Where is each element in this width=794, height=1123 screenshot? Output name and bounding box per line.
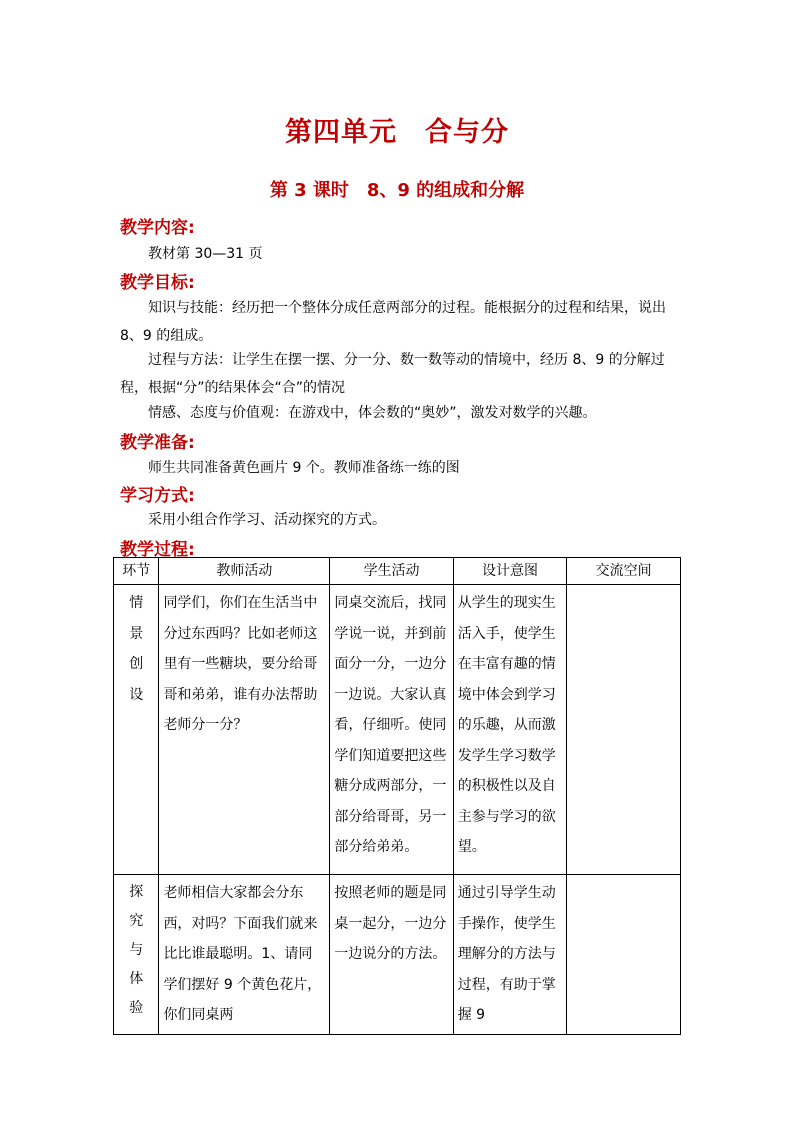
design-intent-cell: 从学生的现实生活入手，使学生在丰富有趣的情境中体会到学习的乐趣，从而激发学生学习数学的积极性以及自主参与学习的欲望。 [453,585,567,875]
teacher-activity-cell: 老师相信大家都会分东西，对吗？下面我们就来比比谁最聪明。1、请同学们摆好 9 个黄色花片，你们同桌两 [159,875,330,1035]
process-heading: 教学过程: [120,540,195,560]
method-text: 采用小组合作学习、活动探究的方式。 [148,512,386,528]
content-heading: 教学内容: [120,218,195,238]
table-header-row [114,558,681,585]
goal-knowledge: 知识与技能：经历把一个整体分成任意两部分的过程。能根据分的过程和结果，说出 8、9 的组成。 [120,300,666,344]
exchange-space-cell [567,585,681,875]
student-activity-cell: 同桌交流后，找同学说一说，并到前面分一分，一边分一边说。大家认真看，仔细听。使同学们知道要把这些糖分成两部分，一部分给哥哥，另一部分给弟弟。 [330,585,453,875]
lesson-title: 第 3 课时 8、9 的组成和分解 [269,180,525,201]
header-teacher: 教师活动 [159,558,330,585]
exchange-space-cell [567,875,681,1035]
goal-attitude: 情感、态度与价值观：在游戏中，体会数的“奥妙”，激发对数学的兴趣。 [148,405,597,421]
prep-text: 师生共同准备黄色画片 9 个。教师准备练一练的图 [148,460,460,476]
teacher-activity-cell: 同学们，你们在生活当中分过东西吗？比如老师这里有一些糖块，要分给哥哥和弟弟，谁有办法帮助老师分一分？ [159,585,330,875]
goal-process: 过程与方法：让学生在摆一摆、分一分、数一数等动的情境中，经历 8、9 的分解过程，根据“分”的结果体会“合”的情况 [120,352,665,396]
prep-heading: 教学准备: [120,433,195,453]
header-intent: 设计意图 [453,558,567,585]
goals-heading: 教学目标: [120,273,195,293]
content-text: 教材第 30—31 页 [148,246,263,262]
method-heading: 学习方式: [120,486,195,506]
unit-title: 第四单元 合与分 [285,117,509,148]
stage-cell: 探 究 与 体 验 [114,875,159,1035]
student-activity-cell: 按照老师的题是同桌一起分，一边分一边说分的方法。 [330,875,453,1035]
lesson-process-table [113,557,681,1035]
table-row [114,875,681,1035]
table-row [114,585,681,875]
header-student: 学生活动 [330,558,453,585]
design-intent-cell: 通过引导学生动手操作，使学生理解分的方法与过程，有助于掌握 9 [453,875,567,1035]
header-space: 交流空间 [567,558,681,585]
header-stage: 环节 [114,558,159,585]
stage-cell: 情 景 创 设 [114,585,159,875]
